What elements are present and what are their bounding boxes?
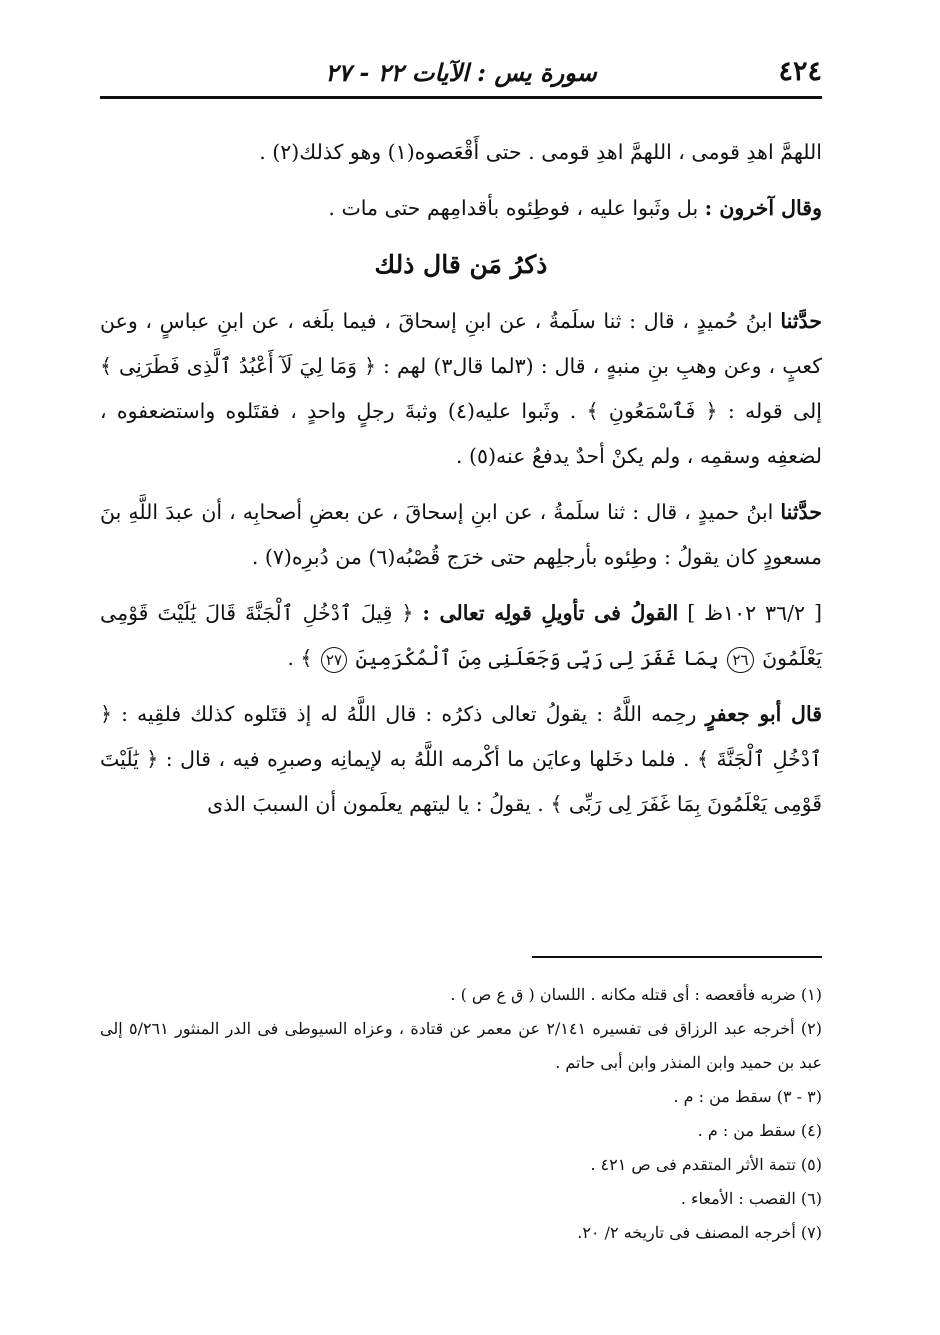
- verse-number-badge: ٢٧: [321, 647, 347, 673]
- paragraph-text: ابنُ حميدٍ ، قال : ثنا سلَمةُ ، عن ابنِ إسحاقَ ، عن بعضِ أصحابِه ، أن عبدَ اللَّهِ بنَ مسعودٍ كان يقولُ : وطِئوه بأرجلِهم حتى خرَج قُصْبُه(٦) من دُبرِه(٧) .: [100, 500, 822, 569]
- section-heading: ذكرُ مَن قال ذلك: [374, 250, 548, 279]
- footnotes: [100, 978, 822, 1250]
- paragraph-text: بل وثَبوا عليه ، فوطِئوه بأقدامِهم حتى مات .: [328, 196, 705, 220]
- manuscript-reference: [ ٣٦/٢ ١٠٢ظ ]: [687, 601, 822, 625]
- paragraph: اللهمَّ اهدِ قومى ، اللهمَّ اهدِ قومى . حتى أَقْعَصوه(١) وهو كذلك(٢) .: [259, 140, 822, 164]
- quran-verse: بِمَا غَفَرَ لِى رَبِّى وَجَعَلَنِى مِنَ ٱلْمُكْرَمِينَ: [349, 646, 726, 670]
- paragraph-text: رحِمه اللَّهُ : يقولُ تعالى ذكرُه : قال اللَّهُ له إذ قتَلوه كذلك فلقِيه : ﴿ ٱدْخُلِ ٱلْجَنَّةَ ﴾ . فلما دخَلها وعايَن ما أكْرمه اللَّهُ به لإيمانِه وصبرِه فيه ، قال : ﴿ يَٰلَيْتَ قَوْمِى يَعْلَمُونَ بِمَا غَفَرَ لِى رَبِّى ﴾ . يقولُ : يا ليتهم يعلَمون أن السببَ الذى: [100, 702, 822, 816]
- book-page: [100, 48, 822, 1288]
- paragraph: [100, 591, 822, 681]
- footnote: (٧) أخرجه المصنف فى تاريخه ٢/ ٢٠.: [577, 1223, 822, 1242]
- speaker-label: حدَّثنا: [780, 500, 822, 524]
- speaker-label: قال أبو جعفرٍ: [705, 702, 822, 726]
- footnote: (٥) تتمة الأثر المتقدم فى ص ٤٢١ .: [590, 1155, 822, 1174]
- paragraph: [100, 490, 822, 580]
- footnote: (١) ضربه فأقعصه : أى قتله مكانه . اللسان ( ق ع ص ) .: [450, 985, 822, 1004]
- running-title: سورة يس : الآيات ٢٢ - ٢٧: [325, 58, 597, 87]
- footnote: (٦) القصب : الأمعاء .: [680, 1189, 822, 1208]
- speaker-label: حدَّثنا: [780, 309, 822, 333]
- verse-end: ﴾ .: [287, 646, 319, 670]
- main-text: [100, 130, 822, 838]
- speaker-label: القولُ فى تأويلِ قولِه تعالى :: [422, 601, 679, 625]
- paragraph-text: ابنُ حُميدٍ ، قال : ثنا سلَمةُ ، عن ابنِ إسحاقَ ، فيما بلَغه ، عن ابنِ عباسٍ ، وعن كعبٍ ، وعن وهبِ بنِ منبهٍ ، قال : (٣لما قال٣) لهم : ﴿ وَمَا لِيَ لَآ أَعْبُدُ ٱلَّذِى فَطَرَنِى ﴾ إلى قوله : ﴿ فَٱسْمَعُونِ ﴾ . وثَبوا عليه(٤) وثبةَ رجلٍ واحدٍ ، فقتَلوه واستضعفوه ، لضعفِه وسقمِه ، ولم يكنْ أحدٌ يدفعُ عنه(٥) .: [100, 309, 822, 468]
- speaker-label: وقال آخرون :: [704, 196, 822, 220]
- quran-verse: ﴿ قِيلَ ٱدْخُلِ ٱلْجَنَّةَ قَالَ يَٰلَيْتَ قَوْمِى يَعْلَمُونَ: [100, 601, 822, 670]
- paragraph: [100, 299, 822, 479]
- footnote: (٤) سقط من : م .: [697, 1121, 822, 1140]
- footnote: (٢) أخرجه عبد الرزاق فى تفسيره ٢/١٤١ عن معمر عن قتادة ، وعزاه السيوطى فى الدر المنثور ٥/٢٦١ إلى عبد بن حميد وابن المنذر وابن أبى حاتم .: [100, 1019, 822, 1072]
- page-number: ٤٢٤: [778, 56, 822, 87]
- paragraph: [100, 186, 822, 231]
- footnote-separator: [532, 956, 822, 958]
- paragraph: [100, 692, 822, 827]
- footnote: (٣ - ٣) سقط من : م .: [673, 1087, 822, 1106]
- page-header: [100, 48, 822, 99]
- verse-number-badge: ٢٦: [727, 647, 753, 673]
